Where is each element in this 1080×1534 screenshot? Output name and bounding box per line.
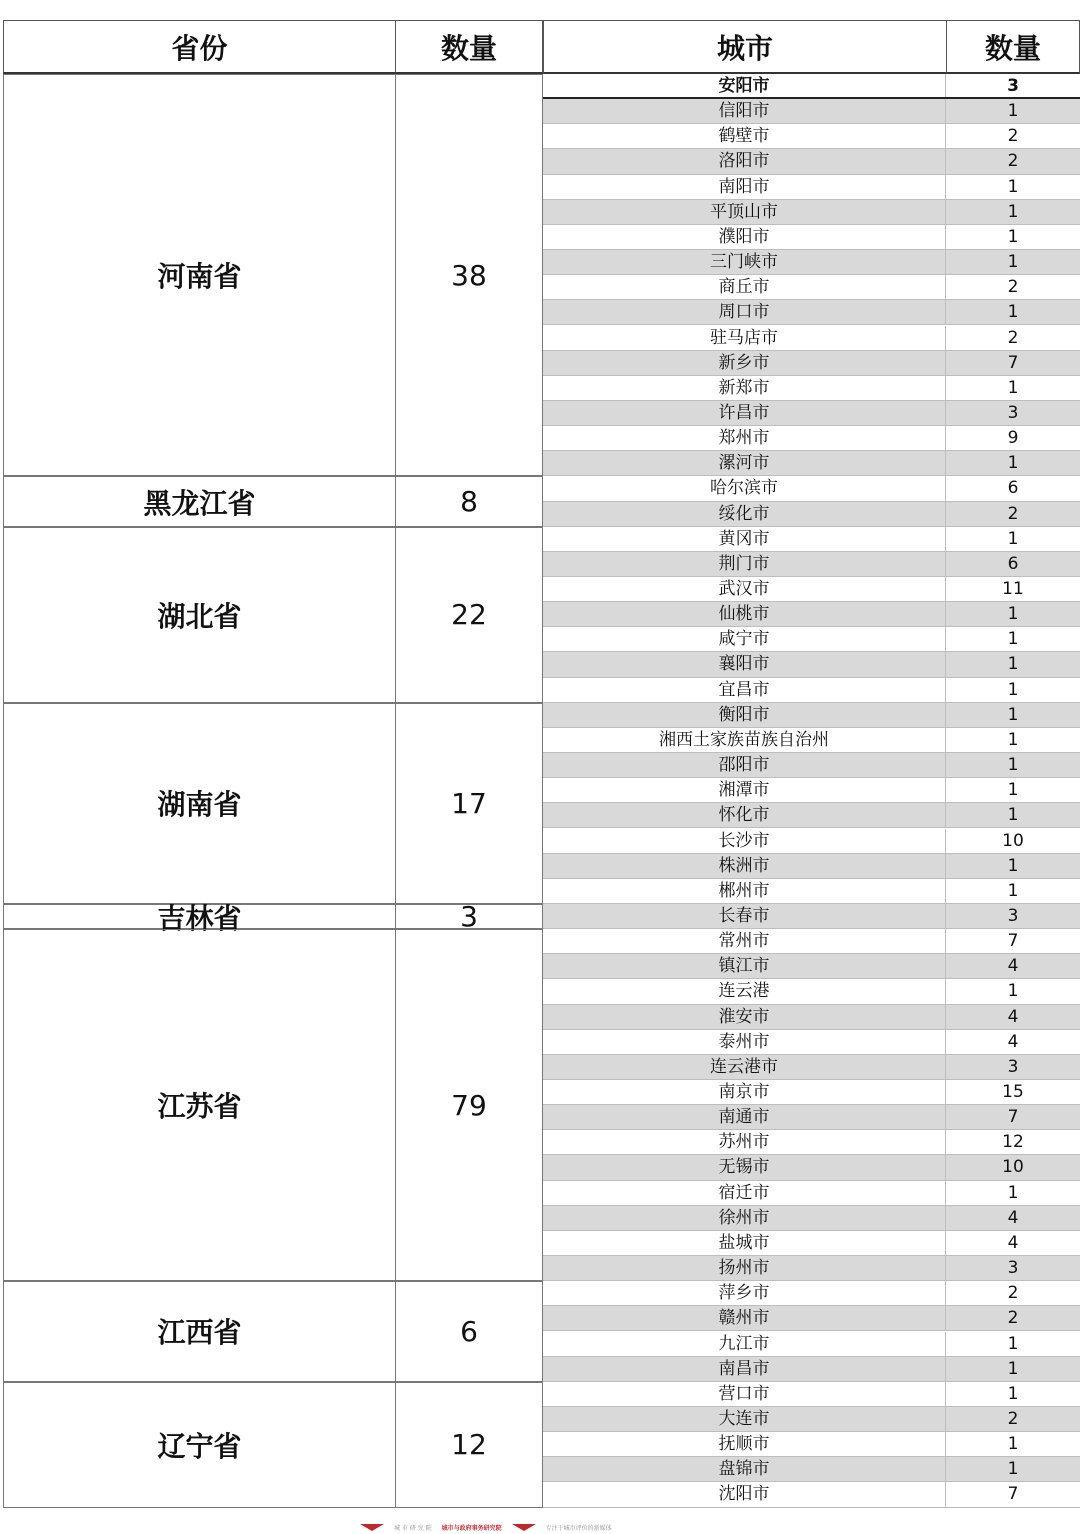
city-count: 2 (1007, 1408, 1019, 1429)
city-name: 泰州市 (543, 1030, 946, 1054)
province-name: 江苏省 (157, 1090, 242, 1124)
city-count: 6 (1007, 478, 1019, 499)
city-name: 许昌市 (543, 401, 946, 425)
city-name: 无锡市 (543, 1155, 946, 1179)
city-row (543, 527, 1080, 552)
city-row (543, 1130, 1080, 1155)
city-row (543, 74, 1080, 99)
city-name: 长沙市 (543, 829, 946, 853)
city-count: 1 (1007, 528, 1019, 549)
city-name: 南昌市 (543, 1357, 946, 1381)
city-row (543, 627, 1080, 652)
city-row (543, 225, 1080, 250)
city-name: 淮安市 (543, 1005, 946, 1029)
city-name: 湘潭市 (543, 778, 946, 802)
city-row (543, 1181, 1080, 1206)
city-count: 7 (1007, 1484, 1019, 1505)
city-name: 连云港市 (543, 1055, 946, 1079)
city-count: 2 (1007, 327, 1019, 348)
province-name: 江西省 (157, 1316, 242, 1350)
city-name: 抚顺市 (543, 1432, 946, 1456)
city-row (543, 1306, 1080, 1331)
city-count: 3 (1007, 905, 1019, 926)
city-count: 1 (1007, 226, 1019, 247)
city-row (543, 1432, 1080, 1457)
city-row (543, 351, 1080, 376)
city-row (543, 1482, 1080, 1507)
city-row (543, 426, 1080, 451)
city-row (543, 175, 1080, 200)
city-name: 苏州市 (543, 1130, 946, 1154)
city-name: 衡阳市 (543, 703, 946, 727)
city-count: 4 (1007, 1031, 1019, 1052)
city-count: 3 (1007, 76, 1019, 96)
header-city-count: 数量 (946, 20, 1080, 74)
city-count: 1 (1007, 729, 1019, 750)
footer-right-text: 专注于城市评价的新媒体 (545, 1524, 612, 1532)
province-count-cell (395, 900, 543, 934)
city-name: 大连市 (543, 1407, 946, 1431)
city-name: 安阳市 (543, 74, 946, 97)
city-row (543, 879, 1080, 904)
city-count: 1 (1007, 981, 1019, 1002)
city-row (543, 376, 1080, 401)
province-count: 12 (451, 1428, 487, 1462)
city-row (543, 250, 1080, 275)
city-count: 2 (1007, 503, 1019, 524)
city-count: 2 (1007, 151, 1019, 172)
province-count: 79 (451, 1088, 487, 1122)
city-row (543, 326, 1080, 351)
city-row (543, 778, 1080, 803)
city-count: 10 (1002, 830, 1024, 851)
city-count: 1 (1007, 201, 1019, 222)
footer (360, 1520, 720, 1534)
city-name: 黄冈市 (543, 527, 946, 551)
city-row (543, 753, 1080, 778)
city-count: 1 (1007, 1358, 1019, 1379)
province-name-cell (3, 74, 396, 476)
city-row (543, 401, 1080, 426)
city-count: 9 (1007, 428, 1019, 449)
city-row (543, 1256, 1080, 1281)
city-row (543, 728, 1080, 753)
city-row (543, 300, 1080, 325)
city-row (543, 854, 1080, 879)
city-count: 6 (1007, 553, 1019, 574)
province-name: 吉林省 (157, 901, 242, 935)
city-count: 1 (1007, 1459, 1019, 1480)
province-name-cell (3, 476, 396, 526)
city-row (543, 652, 1080, 677)
city-name: 咸宁市 (543, 627, 946, 651)
city-row (543, 1080, 1080, 1105)
header-province-count: 数量 (395, 20, 543, 74)
city-name: 盐城市 (543, 1231, 946, 1255)
city-name: 郑州市 (543, 426, 946, 450)
city-count: 1 (1007, 654, 1019, 675)
province-count-cell (395, 1382, 543, 1508)
city-row (543, 1382, 1080, 1407)
province-name: 湖北省 (157, 599, 242, 633)
city-row (543, 1357, 1080, 1382)
city-name: 邵阳市 (543, 753, 946, 777)
footer-left-text: 城 市 研 究 院 (394, 1524, 432, 1532)
city-name: 鹤壁市 (543, 124, 946, 148)
city-row (543, 200, 1080, 225)
city-count: 1 (1007, 679, 1019, 700)
province-name: 河南省 (157, 260, 242, 294)
city-name: 南京市 (543, 1080, 946, 1104)
brand-chevron-icon (360, 1524, 384, 1531)
city-row (543, 502, 1080, 527)
city-row (543, 1030, 1080, 1055)
province-count: 22 (451, 598, 487, 632)
city-name: 沈阳市 (543, 1482, 946, 1506)
city-count: 4 (1007, 1207, 1019, 1228)
city-count: 7 (1007, 931, 1019, 952)
province-count-cell (395, 703, 543, 904)
city-name: 常州市 (543, 929, 946, 953)
city-row (543, 1231, 1080, 1256)
city-count: 3 (1007, 1258, 1019, 1279)
city-row (543, 1457, 1080, 1482)
province-name-cell (3, 929, 396, 1281)
city-name: 武汉市 (543, 577, 946, 601)
city-name: 襄阳市 (543, 652, 946, 676)
city-name: 哈尔滨市 (543, 476, 946, 500)
city-name: 漯河市 (543, 451, 946, 475)
province-count-cell (395, 527, 543, 703)
city-count: 1 (1007, 629, 1019, 650)
city-count: 11 (1002, 579, 1024, 599)
city-row (543, 1055, 1080, 1080)
city-name: 株洲市 (543, 854, 946, 878)
city-name: 郴州市 (543, 879, 946, 903)
city-name: 湘西土家族苗族自治州 (543, 728, 946, 752)
city-count: 4 (1007, 956, 1019, 977)
province-count: 38 (451, 258, 487, 292)
city-count: 1 (1007, 880, 1019, 901)
province-count-cell (395, 929, 543, 1281)
city-name: 宿迁市 (543, 1181, 946, 1205)
city-name: 扬州市 (543, 1256, 946, 1280)
city-name: 宜昌市 (543, 678, 946, 702)
city-count: 3 (1007, 402, 1019, 423)
province-count-cell (395, 476, 543, 526)
city-row (543, 954, 1080, 979)
city-count: 3 (1007, 1056, 1019, 1077)
city-row (543, 451, 1080, 476)
city-count: 1 (1007, 1434, 1019, 1455)
city-row (543, 929, 1080, 954)
city-count: 4 (1007, 1006, 1019, 1027)
city-name: 新乡市 (543, 351, 946, 375)
province-count: 17 (451, 786, 487, 820)
city-row (543, 829, 1080, 854)
city-count: 1 (1007, 101, 1019, 122)
city-row (543, 1407, 1080, 1432)
province-count: 6 (460, 1314, 478, 1348)
city-count: 4 (1007, 1232, 1019, 1253)
province-name: 黑龙江省 (143, 486, 256, 520)
city-name: 南阳市 (543, 175, 946, 199)
city-row (543, 552, 1080, 577)
city-count: 2 (1007, 1283, 1019, 1304)
city-name: 盘锦市 (543, 1457, 946, 1481)
city-row (543, 678, 1080, 703)
city-name: 驻马店市 (543, 326, 946, 350)
city-count: 15 (1002, 1082, 1024, 1102)
city-name: 荆门市 (543, 552, 946, 576)
city-name: 三门峡市 (543, 250, 946, 274)
city-row (543, 703, 1080, 728)
city-count: 7 (1007, 352, 1019, 373)
city-row (543, 1005, 1080, 1030)
province-count-cell (395, 74, 543, 476)
header-province: 省份 (3, 20, 396, 74)
city-count: 1 (1007, 252, 1019, 273)
city-count: 1 (1007, 604, 1019, 625)
city-row (543, 99, 1080, 124)
city-name: 商丘市 (543, 275, 946, 299)
city-name: 南通市 (543, 1105, 946, 1129)
city-count: 1 (1007, 755, 1019, 776)
province-count: 8 (460, 485, 478, 519)
city-name: 怀化市 (543, 803, 946, 827)
province-name-cell (3, 527, 396, 703)
city-name: 仙桃市 (543, 602, 946, 626)
city-row (543, 1155, 1080, 1180)
city-count: 1 (1007, 805, 1019, 826)
province-name-cell (3, 703, 396, 904)
city-row (543, 1206, 1080, 1231)
city-count: 1 (1007, 302, 1019, 323)
province-count-cell (395, 1281, 543, 1382)
city-name: 绥化市 (543, 502, 946, 526)
brand-chevron-icon (512, 1524, 536, 1531)
city-count: 1 (1007, 855, 1019, 876)
city-row (543, 1332, 1080, 1357)
city-row (543, 476, 1080, 501)
city-count: 1 (1007, 176, 1019, 197)
city-name: 赣州市 (543, 1306, 946, 1330)
province-name-cell (3, 1382, 396, 1508)
city-count: 1 (1007, 704, 1019, 725)
city-name: 长春市 (543, 904, 946, 928)
city-row (543, 979, 1080, 1004)
city-count: 12 (1002, 1132, 1024, 1153)
city-name: 濮阳市 (543, 225, 946, 249)
city-row (543, 1281, 1080, 1306)
city-name: 平顶山市 (543, 200, 946, 224)
city-count: 1 (1007, 780, 1019, 801)
city-row (543, 275, 1080, 300)
city-row (543, 602, 1080, 627)
city-name: 营口市 (543, 1382, 946, 1406)
city-row (543, 577, 1080, 602)
city-row (543, 124, 1080, 149)
city-name: 周口市 (543, 300, 946, 324)
province-name: 辽宁省 (157, 1429, 242, 1463)
header-city: 城市 (543, 20, 947, 74)
city-count: 2 (1007, 277, 1019, 298)
city-count: 1 (1007, 453, 1019, 474)
province-count: 3 (460, 900, 478, 934)
city-row (543, 803, 1080, 828)
city-count: 1 (1007, 1333, 1019, 1354)
city-count: 10 (1002, 1157, 1024, 1178)
province-name: 湖南省 (157, 788, 242, 822)
city-count: 2 (1007, 1308, 1019, 1329)
city-count: 7 (1007, 1107, 1019, 1128)
city-count: 2 (1007, 126, 1019, 147)
province-name-cell (3, 901, 396, 935)
footer-middle-text: 城市与政府事务研究院 (441, 1524, 502, 1532)
city-name: 镇江市 (543, 954, 946, 978)
city-row (543, 1105, 1080, 1130)
province-name-cell (3, 1281, 396, 1382)
city-name: 萍乡市 (543, 1281, 946, 1305)
city-count: 1 (1007, 1383, 1019, 1404)
city-row (543, 904, 1080, 929)
city-name: 徐州市 (543, 1206, 946, 1230)
city-count: 1 (1007, 377, 1019, 398)
city-name: 新郑市 (543, 376, 946, 400)
city-name: 九江市 (543, 1332, 946, 1356)
city-count: 1 (1007, 1182, 1019, 1203)
city-name: 信阳市 (543, 99, 946, 123)
city-name: 连云港 (543, 979, 946, 1003)
city-row (543, 149, 1080, 174)
city-name: 洛阳市 (543, 149, 946, 173)
